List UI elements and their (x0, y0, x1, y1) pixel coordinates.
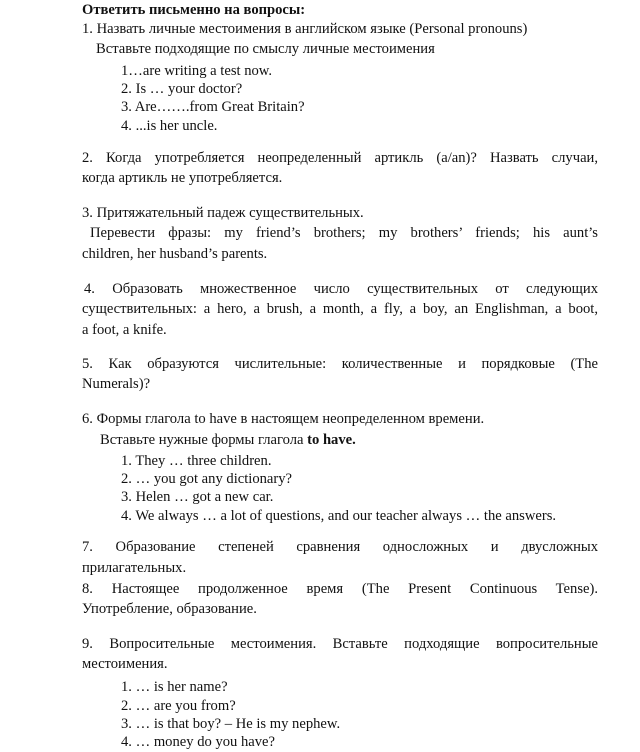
q4-line-3: a foot, a knife. (82, 322, 167, 338)
q1-instruction: Вставьте подходящие по смыслу личные местоимения (96, 41, 435, 57)
q6-item-3: 3. Helen … got a new car. (121, 489, 274, 505)
q6-item-2: 2. … you got any dictionary? (121, 471, 293, 487)
q1-item-1: 1…are writing a test now. (121, 63, 273, 79)
q7-line-1: 7. Образование степеней сравнения односложных и двусложных (82, 539, 598, 555)
q4-line-2: существительных: a hero, a brush, a month, a fly, a boy, an Englishman, a boot, (82, 301, 598, 317)
q3-heading: 3. Притяжательный падеж существительных. (82, 205, 364, 221)
q6-item-1: 1. They … three children. (121, 453, 272, 469)
document-title: Ответить письменно на вопросы: (82, 2, 306, 18)
q3-line-1: Перевести фразы: my friend’s brothers; my brothers’ friends; his aunt’s (90, 225, 598, 241)
q7-line-2: прилагательных. (82, 560, 187, 576)
q1-heading: 1. Назвать личные местоимения в английском языке (Personal pronouns) (82, 21, 528, 37)
q9-item-3: 3. … is that boy? – He is my nephew. (121, 716, 341, 732)
q5-line-1: 5. Как образуются числительные: количественные и порядковые (The (82, 356, 598, 372)
q6-instruction (100, 430, 356, 450)
q1-item-3: 3. Are…….from Great Britain? (121, 99, 305, 115)
q5-line-2: Numerals)? (82, 376, 151, 392)
q9-item-4: 4. … money do you have? (121, 734, 276, 750)
q8-line-2: Употребление, образование. (82, 601, 257, 617)
q9-item-1: 1. … is her name? (121, 679, 228, 695)
q3-line-2: children, her husband’s parents. (82, 246, 268, 262)
q2-line-2: когда артикль не употребляется. (82, 170, 283, 186)
q1-item-2: 2. Is … your doctor? (121, 81, 243, 97)
q1-item-4: 4. ...is her uncle. (121, 118, 218, 134)
q8-line-1: 8. Настоящее продолженное время (The Present Continuous Tense). (82, 581, 598, 597)
q9-item-2: 2. … are you from? (121, 698, 236, 714)
q9-line-2: местоимения. (82, 656, 168, 672)
q2-line-1: 2. Когда употребляется неопределенный артикль (a/an)? Назвать случаи, (82, 150, 598, 166)
q4-line-1: 4. Образовать множественное число существительных от следующих (84, 281, 598, 297)
q6-instruction-bold: to have. (307, 432, 356, 448)
q9-line-1: 9. Вопросительные местоимения. Вставьте подходящие вопросительные (82, 636, 598, 652)
q6-item-4: 4. We always … a lot of questions, and our teacher always … the answers. (121, 508, 557, 524)
q6-instruction-text: Вставьте нужные формы глагола (100, 432, 308, 448)
q6-heading: 6. Формы глагола to have в настоящем неопределенном времени. (82, 411, 485, 427)
